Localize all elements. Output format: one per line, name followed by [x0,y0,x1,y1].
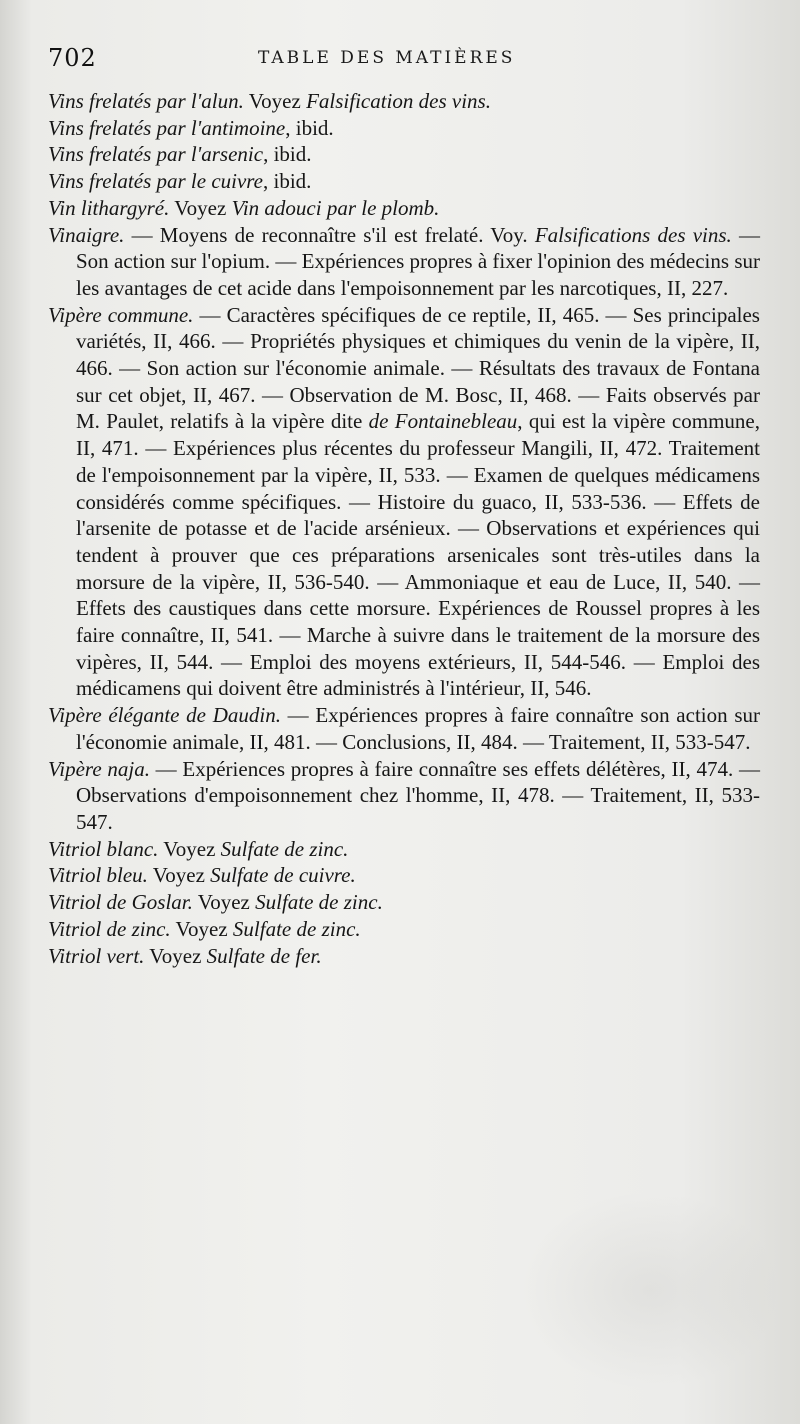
entry-text-continued: , qui est la vipère commune, II, 471. — Expériences plus récentes du professeur Mangili, II, 472. Traitement de l'empoisonnement par la vipère, II, 533. — Examen de quelques médicamens considérés comme spécifiques. — Histoire du guaco, II, 533-536. — Effets de l'arsenite de potasse et de l'acide arsénieux. — Observations et expériences qui tendent à prouver que ces préparations arsenicales sont très-utiles dans la morsure de la vipère, II, 536-540. — Ammoniaque et eau de Luce, II, 540. — Effets des caustiques dans cette morsure. Expériences de Roussel propres à les faire connaître, II, 541. — Marche à suivre dans le traitement de la morsure des vipères, II, 544. — Emploi des moyens extérieurs, II, 544-546. — Emploi des médicamens qui doivent être administrés à l'intérieur, II, 546. [76,409,760,701]
entry-text: — Caractères spécifiques de ce reptile, II, 465. — Ses principales variétés, II, 466. — Propriétés physiques et chimiques du venin de la vipère, II, 466. — Son action sur l'économie animale. — Résultats des travaux de Fontana sur cet objet, II, 467. — Observation de M. Bosc, II, 468. — Faits observés par M. Paulet, relatifs à la vipère dite [76,302,760,434]
index-entry [48,302,760,703]
entry-headword: Vins frelatés par l'antimoine [48,115,286,140]
index-entry [48,195,760,222]
entry-headword: Vitriol vert. [48,943,145,968]
page-header [48,44,760,80]
entry-headword: Vitriol blanc. [48,836,159,861]
page-number: 702 [48,44,97,72]
index-entry [48,115,760,142]
index-entry [48,88,760,115]
entry-text: Voyez [144,943,207,968]
entry-headword: Vins frelatés par l'arsenic [48,142,264,167]
entry-text: , ibid. [263,142,312,167]
index-entry [48,222,760,302]
entry-text: Voyez [147,863,211,888]
entry-headword: Vins frelatés par l'alun. [48,89,244,113]
entry-text: Voyez [170,916,233,941]
entry-cross-reference: Sulfate de zinc. [255,890,383,915]
index-entry [48,916,760,943]
entry-headword: Vipère élégante de Daudin. [48,703,281,728]
entry-headword: Vinaigre. [48,222,125,247]
entry-text: Voyez [158,836,221,861]
entry-text: Voyez [243,89,307,113]
show-through-shadow [520,1190,780,1390]
index-entries [48,88,760,969]
entry-text: Voyez [169,195,232,220]
index-entry [48,141,760,168]
index-entry [48,943,760,970]
index-entry [48,889,760,916]
running-title: TABLE DES MATIÈRES [258,48,516,68]
entry-cross-reference: Falsification des vins. [306,89,491,113]
entry-cross-reference: Sulfate de zinc. [232,916,361,941]
index-entry [48,836,760,863]
entry-cross-reference: Vin adouci par le plomb. [231,195,440,220]
entry-text: — Moyens de reconnaître s'il est frelaté. Voy. [124,222,535,247]
index-entry [48,168,760,195]
entry-headword: Vitriol de zinc. [48,916,171,941]
index-entry [48,862,760,889]
entry-headword: Vins frelatés par le cuivre [48,169,264,194]
entry-text: , ibid. [285,115,334,140]
entry-text-continued: — Son action sur l'opium. — Expériences propres à fixer l'opinion des médecins sur les avantages de cet acide dans l'empoisonnement par les narcotiques, II, 227. [76,222,761,300]
entry-cross-reference: Sulfate de fer. [206,943,322,968]
entry-text: Voyez [192,890,256,915]
index-entry [48,756,760,836]
entry-cross-reference: Sulfate de cuivre. [210,863,356,888]
entry-cross-reference: de Fontainebleau [368,409,518,434]
entry-cross-reference: Falsifications des vins. [534,222,732,247]
entry-headword: Vipère commune. [48,302,194,327]
entry-headword: Vin lithargyré. [48,195,170,220]
entry-text: — Expériences propres à faire connaître ses effets délétères, II, 474. — Observations d'empoisonnement chez l'homme, II, 478. — Traitement, II, 533-547. [76,756,760,834]
entry-headword: Vitriol bleu. [48,863,148,888]
entry-headword: Vitriol de Goslar. [48,890,193,915]
entry-headword: Vipère naja. [48,756,150,781]
entry-text: , ibid. [263,169,312,194]
index-entry [48,702,760,755]
entry-cross-reference: Sulfate de zinc. [220,836,349,861]
entry-text: — Expériences propres à faire connaître son action sur l'économie animale, II, 481. — Conclusions, II, 484. — Traitement, II, 533-547. [76,703,760,754]
